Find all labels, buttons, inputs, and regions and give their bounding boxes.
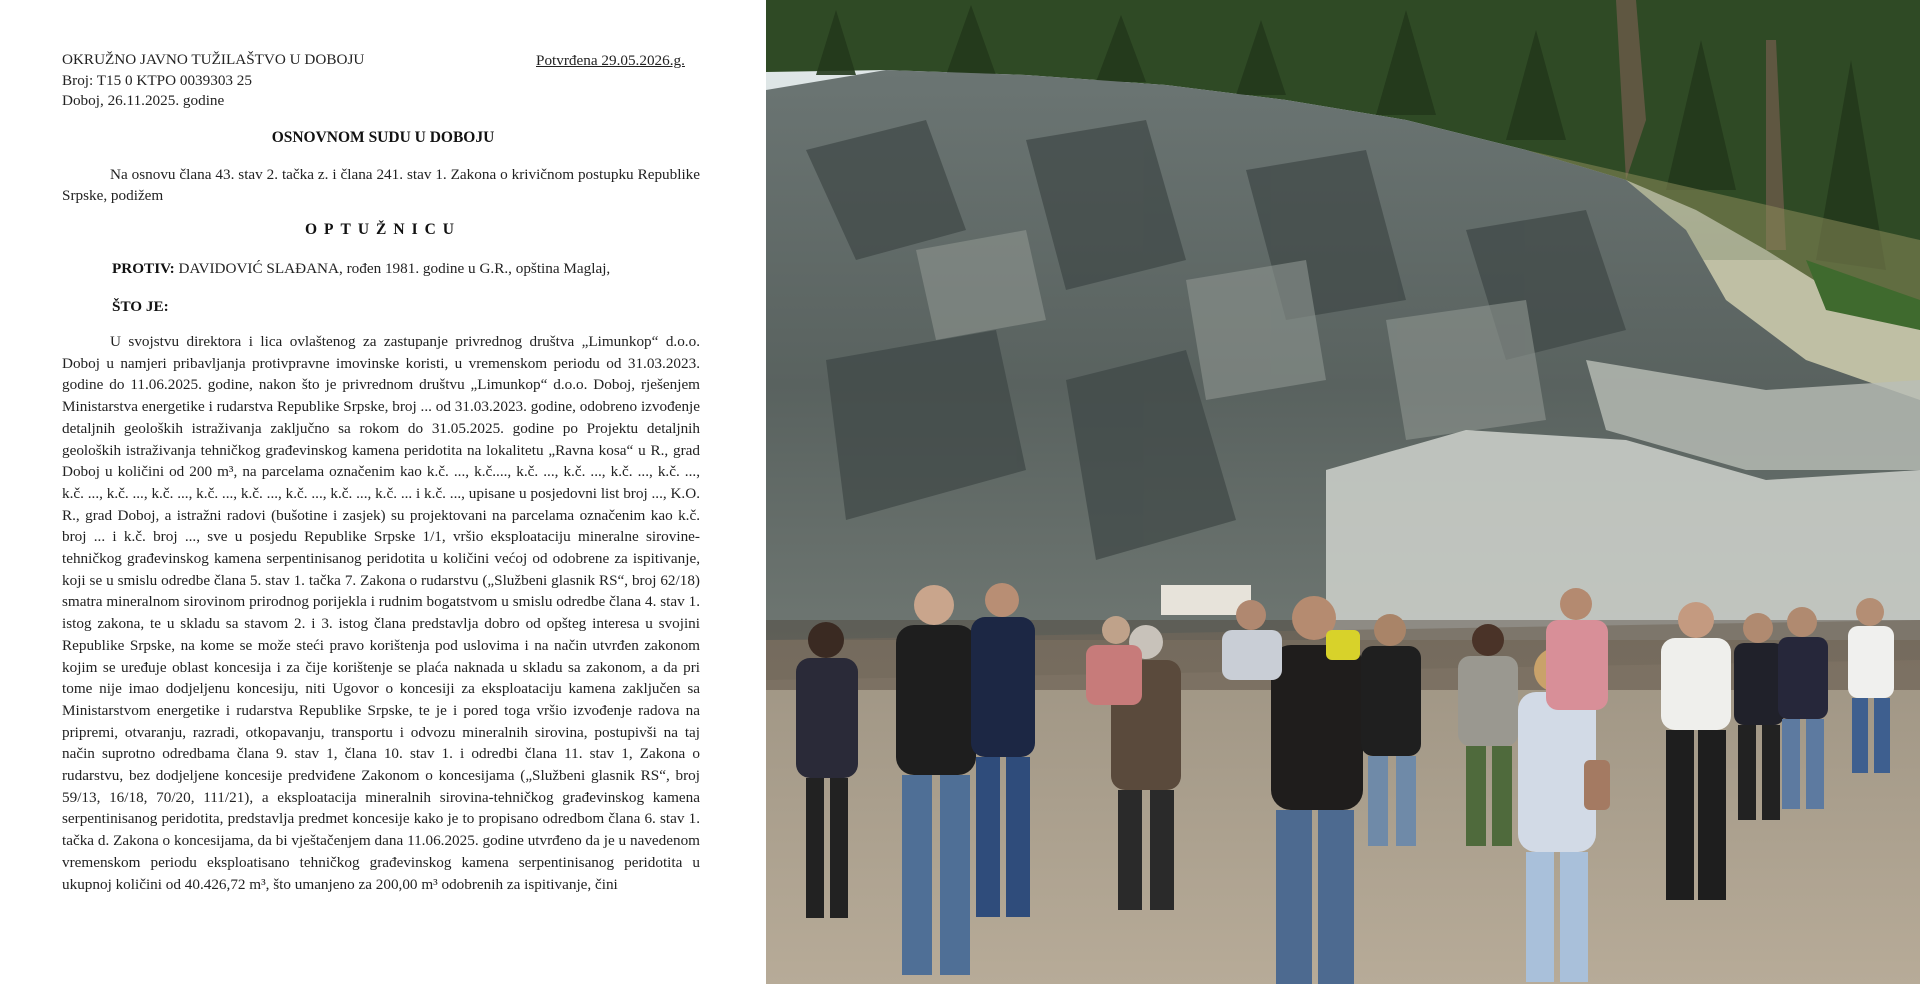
document-title: OPTUŽNICU: [304, 221, 461, 238]
intro-paragraph: Na osnovu člana 43. stav 2. tačka z. i člana 241. stav 1. Zakona o krivičnom postupku Republike Srpske, podižem: [62, 166, 700, 204]
place-date: Doboj, 26.11.2025. godine: [62, 92, 225, 109]
quarry-protest-photo: [766, 0, 1920, 984]
indictment-document: [0, 0, 766, 984]
defendant-text: DAVIDOVIĆ SLAĐANA, rođen 1981. godine u G.R., opština Maglaj,: [174, 260, 611, 277]
against-label: PROTIV:: [112, 260, 175, 277]
confirmation-note: Potvrđena 29.05.2026.g.: [536, 52, 685, 69]
against-line: [112, 260, 610, 278]
prosecutor-office: OKRUŽNO JAVNO TUŽILAŠTVO U DOBOJU: [62, 51, 365, 68]
what-is-heading: ŠTO JE:: [112, 298, 169, 315]
case-number: Broj: T15 0 KTPO 0039303 25: [62, 71, 252, 89]
court-addressee: OSNOVNOM SUDU U DOBOJU: [271, 129, 495, 146]
document-header: [62, 50, 364, 112]
charge-paragraph: U svojstvu direktora i lica ovlaštenog za zastupanje privrednog društva „Limunkop“ d.o.o. Doboj u namjeri pribavljanja protivpravne imovinske koristi, u vremenskom periodu od 31.03.2023. godine do 11.06.2025. godine, nakon što je privrednom društvu „Limunkop“ d.o.o. Doboj, rješenjem Ministarstva energetike i rudarstva Republike Srpske, broj ... od 31.03.2023. godine, odobreno izvođenje detaljnih geoloških istraživanja zaključno sa rokom do 31.05.2025. godine po Projektu detaljnih geoloških istraživanja tehničkog građevinskog kamena peridotita na lokalitetu „Ravna kosa“ u R., grad Doboj u količini od 200 m³, na parcelama označenim kao k.č. ..., k.č...., k.č. ..., k.č. ..., k.č. ..., k.č. ..., k.č. ..., k.č. ..., k.č. ..., k.č. ..., k.č. ..., k.č. ..., k.č. ..., k.č. ... i k.č. ..., upisane u posjedovni list broj ..., K.O. R., grad Doboj, a istražni radovi (bušotine i zasjek) su projektovani na parcelama označenim kao k.č. broj ... i k.č. broj ..., sve u posjedu Republike Srpske 1/1, vršio eksploataciju mineralne sirovine-tehničkog građevinskog kamena serpentinisanog peridotita u količini većoj od odobrene za ispitivanje, koji se u smislu odredbe člana 5. stav 1. tačka 7. Zakona o rudarstvu („Službeni glasnik RS“, broj 62/18) smatra mineralnom sirovinom prirodnog porijekla i rudnim bogatstvom u smislu odredbe člana 4. stav 1. istog zakona, te u skladu sa stavom 2. i 3. istog člana predstavlja dobro od opšteg interesa u svojini Republike Srpske, na kome se može steći pravo korištenja pod uslovima i na način utvrđen zakonom kojim se uređuje oblast koncesija i za čije korištenje se plaća naknada u skladu sa zakonom, a da pri tome nije imao dodjeljenu koncesiju, niti Ugovor o koncesiji za eksploataciju kamena zaključen sa Ministarstvom energetike i rudarstva Republike Srpske, te je i pored toga vršio izvođenje radova na pripremi, otvaranju, razradi, otkopavanju, transportu i odvozu mineralnih sirovina, postupivši na taj način suprotno odredbama člana 9. stav 1, člana 10. stav 1. i odredbi člana 11. stav 1, Zakona o rudarstvu, bez dodjeljene koncesije predviđene Zakonom o koncesijama („Službeni glasnik RS“, broj 59/13, 16/18, 70/20, 111/21), a eksploatacija mineralnih sirovina-tehničkog građevinskog kamena serpentinisanog peridotita, predstavlja predmet koncesije kako je to propisano odredbom člana 6. stav 1. tačka d. Zakona o koncesijama, da bi vještačenjem dana 11.06.2025. godine utvrđeno da je u navedenom vremenskom periodu eksploatisano tehničkog građevinskog kamena serpentinisanog peridotita u ukupnoj količini od 40.426,72 m³, što umanjeno za 200,00 m³ odobrenih za ispitivanje, čini: [62, 333, 700, 893]
